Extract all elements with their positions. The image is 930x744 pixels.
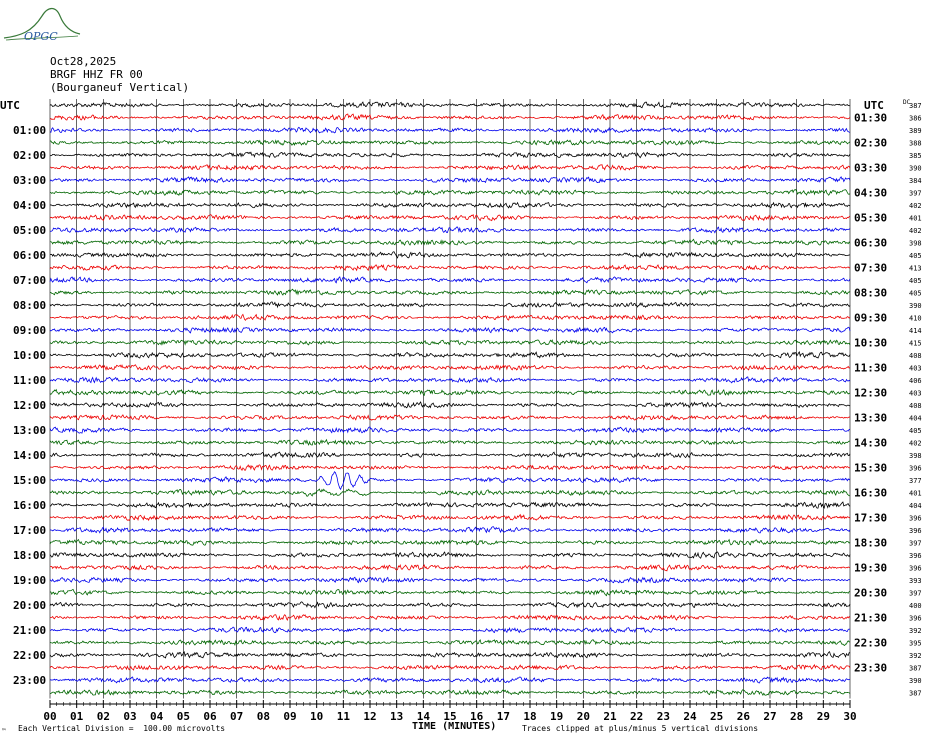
x-tick-label: 29	[816, 710, 830, 723]
left-hour-label: 10:00	[13, 349, 47, 362]
x-tick-label: 26	[736, 710, 750, 723]
x-tick-label: 27	[763, 710, 777, 723]
right-hour-label: 22:30	[854, 636, 888, 650]
x-tick-label: 22	[630, 710, 644, 723]
left-hour-label: 06:00	[13, 249, 47, 262]
dc-offset-label: 387	[909, 689, 922, 698]
left-hour-label: 02:00	[13, 149, 47, 162]
left-hour-label: 03:00	[13, 174, 47, 187]
dc-offset-label: 392	[909, 627, 922, 635]
dc-offset-label: 404	[909, 414, 922, 423]
location-label: (Bourganeuf Vertical)	[50, 81, 190, 94]
dc-offset-label: 410	[909, 314, 922, 323]
x-tick-label: 17	[496, 710, 510, 723]
x-tick-label: 23	[656, 710, 670, 723]
dc-offset-label: 400	[909, 602, 922, 610]
dc-offset-label: 384	[909, 177, 922, 185]
x-tick-label: 04	[150, 710, 164, 723]
right-hour-label: 03:30	[854, 161, 888, 175]
dc-offset-label: 414	[909, 327, 922, 335]
left-hour-label: 08:00	[13, 299, 47, 312]
right-hour-label: 15:30	[854, 461, 888, 475]
dc-offset-label: 405	[909, 289, 922, 298]
right-hour-label: 02:30	[854, 136, 888, 150]
left-axis-label: UTC	[0, 99, 20, 112]
footer-mark: ™	[2, 728, 6, 735]
dc-offset-label: 387	[909, 664, 922, 673]
x-tick-label: 06	[203, 710, 217, 723]
left-hour-label: 12:00	[13, 399, 47, 412]
x-tick-label: 25	[710, 710, 724, 723]
right-hour-label: 20:30	[854, 586, 888, 600]
left-hour-label: 21:00	[13, 624, 47, 637]
left-hour-label: 09:00	[13, 324, 47, 337]
dc-offset-label: 396	[909, 614, 922, 623]
dc-offset-label: 398	[909, 239, 922, 248]
x-tick-label: 00	[43, 710, 57, 723]
dc-offset-label: 389	[909, 127, 922, 135]
right-hour-label: 14:30	[854, 436, 888, 450]
x-tick-label: 05	[176, 710, 190, 723]
right-hour-label: 12:30	[854, 386, 888, 400]
right-hour-label: 17:30	[854, 511, 888, 525]
x-tick-label: 28	[790, 710, 804, 723]
right-hour-label: 04:30	[854, 186, 888, 200]
right-hour-label: 23:30	[854, 661, 888, 675]
right-hour-label: 19:30	[854, 561, 888, 575]
dc-offset-label: 385	[909, 152, 922, 160]
dc-offset-label: 396	[909, 527, 922, 535]
right-hour-label: 06:30	[854, 236, 888, 250]
right-hour-label: 01:30	[854, 111, 888, 125]
dc-offset-label: 397	[909, 589, 922, 598]
left-hour-label: 18:00	[13, 549, 47, 562]
logo-text: OPGC	[24, 30, 58, 43]
x-tick-label: 11	[336, 710, 350, 723]
dc-offset-label: 397	[909, 189, 922, 198]
x-tick-label: 19	[550, 710, 564, 723]
dc-offset-label: 403	[909, 389, 922, 398]
left-hour-label: 04:00	[13, 199, 47, 212]
dc-offset-label: 396	[909, 514, 922, 523]
dc-offset-label: 408	[909, 402, 922, 410]
dc-offset-label: 397	[909, 539, 922, 548]
right-hour-label: 16:30	[854, 486, 888, 500]
right-hour-label: 08:30	[854, 286, 888, 300]
clip-note: Traces clipped at plus/minus 5 vertical divisions	[522, 724, 759, 733]
dc-offset-label: 387	[909, 102, 922, 110]
left-hour-label: 16:00	[13, 499, 47, 512]
station-label: BRGF HHZ FR 00	[50, 68, 143, 81]
right-hour-label: 05:30	[854, 211, 888, 225]
x-tick-label: 09	[283, 710, 297, 723]
dc-offset-label: 390	[909, 302, 922, 310]
date-label: Oct28,2025	[50, 55, 117, 68]
dc-offset-label: 406	[909, 377, 922, 385]
x-tick-label: 20	[576, 710, 590, 723]
left-hour-label: 01:00	[13, 124, 47, 137]
dc-offset-label: 398	[909, 452, 922, 460]
dc-offset-label: 405	[909, 277, 922, 285]
x-tick-label: 03	[123, 710, 137, 723]
left-hour-label: 22:00	[13, 649, 47, 662]
right-hour-label: 09:30	[854, 311, 888, 325]
dc-offset-label: 386	[909, 114, 922, 123]
left-hour-label: 05:00	[13, 224, 47, 237]
right-hour-label: 18:30	[854, 536, 888, 550]
dc-offset-label: 396	[909, 464, 922, 473]
x-tick-label: 07	[230, 710, 244, 723]
x-tick-label: 14	[416, 710, 430, 723]
dc-offset-label: 405	[909, 427, 922, 435]
left-hour-label: 11:00	[13, 374, 47, 387]
x-tick-label: 10	[310, 710, 324, 723]
dc-column-header: DC	[903, 99, 911, 106]
left-hour-label: 17:00	[13, 524, 47, 537]
dc-offset-label: 408	[909, 352, 922, 360]
dc-offset-label: 390	[909, 164, 922, 173]
left-hour-label: 23:00	[13, 674, 47, 687]
left-hour-label: 07:00	[13, 274, 47, 287]
left-hour-label: 13:00	[13, 424, 47, 437]
left-hour-label: 15:00	[13, 474, 47, 487]
right-hour-label: 21:30	[854, 611, 888, 625]
dc-offset-label: 403	[909, 364, 922, 373]
right-hour-label: 13:30	[854, 411, 888, 425]
x-tick-label: 15	[443, 710, 457, 723]
dc-offset-label: 402	[909, 439, 922, 448]
x-tick-label: 08	[256, 710, 270, 723]
dc-offset-label: 395	[909, 639, 922, 648]
dc-offset-label: 393	[909, 577, 922, 585]
left-hour-label: 19:00	[13, 574, 47, 587]
x-tick-label: 01	[70, 710, 84, 723]
dc-offset-label: 377	[909, 477, 922, 485]
dc-offset-label: 402	[909, 202, 922, 210]
dc-offset-label: 396	[909, 564, 922, 573]
scale-note: Each Vertical Division = 100.00 microvolts	[18, 724, 226, 733]
x-tick-label: 30	[843, 710, 857, 723]
dc-offset-label: 405	[909, 252, 922, 260]
right-hour-label: 10:30	[854, 336, 888, 350]
x-tick-label: 18	[523, 710, 537, 723]
dc-offset-label: 413	[909, 264, 922, 273]
right-axis-label: UTC	[864, 99, 884, 112]
right-hour-label: 07:30	[854, 261, 888, 275]
left-hour-label: 20:00	[13, 599, 47, 612]
right-hour-label: 11:30	[854, 361, 888, 375]
dc-offset-label: 396	[909, 552, 922, 560]
x-tick-label: 02	[96, 710, 110, 723]
x-tick-label: 13	[390, 710, 404, 723]
dc-offset-label: 392	[909, 652, 922, 660]
x-tick-label: 12	[363, 710, 377, 723]
dc-offset-label: 401	[909, 489, 922, 498]
dc-offset-label: 390	[909, 677, 922, 685]
dc-offset-label: 388	[909, 139, 922, 148]
x-axis-title: TIME (MINUTES)	[412, 721, 497, 732]
dc-offset-label: 415	[909, 339, 922, 348]
x-tick-label: 24	[683, 710, 697, 723]
x-tick-label: 16	[470, 710, 484, 723]
dc-offset-label: 404	[909, 502, 922, 510]
dc-offset-label: 401	[909, 214, 922, 223]
x-tick-label: 21	[603, 710, 617, 723]
dc-offset-label: 402	[909, 227, 922, 235]
left-hour-label: 14:00	[13, 449, 47, 462]
